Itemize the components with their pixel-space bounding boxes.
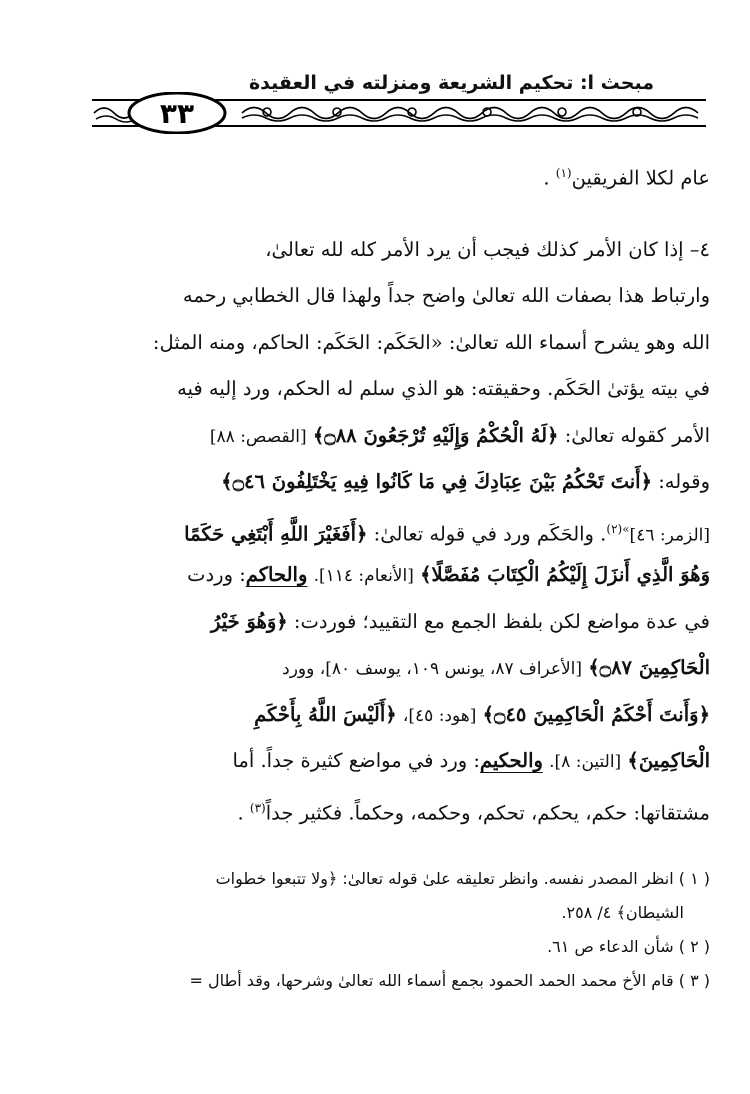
text-line-13: الْحَاكِمِينَ﴾ [التين: ٨]. والحكيم: ورد في مواضع كثيرة جداً. أما: [232, 749, 710, 772]
quran-verse: ﴿وَأَنتَ أَحْكَمُ الْحَاكِمِينَ ۝٤٥﴾: [482, 702, 710, 726]
text-line-11: [100, 645, 710, 692]
page-number: ٣٣: [159, 97, 195, 130]
text-line-12: [100, 692, 710, 739]
footnotes: [80, 862, 710, 998]
footnote-1: ( ١ ) انظر المصدر نفسه. وانظر تعليقه علىٰ قوله تعالىٰ: ﴿ولا تتبعوا خطوات: [215, 869, 710, 888]
verse-reference: [الأنعام: ١١٤].: [313, 566, 414, 586]
main-text: [100, 150, 710, 831]
text-line-4: الله وهو يشرح أسماء الله تعالىٰ: «الحَكَم: الحَكَم: الحاكم، ومنه المثل:: [152, 330, 710, 354]
quran-verse: ﴿أَفَغَيْرَ اللَّهِ أَبْتَغِي حَكَمًا: [184, 522, 368, 545]
quran-verse: ﴿أَلَيْسَ اللَّهُ بِأَحْكَمِ: [254, 702, 397, 726]
quran-verse: ﴿أَنتَ تَحْكُمُ بَيْنَ عِبَادِكَ فِي مَا كَانُوا فِيهِ يَخْتَلِفُونَ ۝٤٦﴾: [221, 470, 653, 493]
text-line-14: مشتقاتها: حكم، يحكم، تحكم، وحكمه، وحكماً. فكثير جداً$^{(٣)}$ .: [237, 800, 710, 824]
ornamental-header-band: [92, 92, 706, 134]
footnote-ref-2: »(٢): [606, 521, 630, 536]
footnote-1-continued: الشيطان﴾ ٤/ ٢٥٨.: [561, 903, 684, 922]
quran-verse: وَهُوَ الَّذِي أَنزَلَ إِلَيْكُمُ الْكِتَابَ مُفَصَّلًا﴾: [420, 563, 710, 586]
verse-reference: [الأعراف ٨٧، يونس ١٠٩، يوسف ٨٠]، وورد: [282, 659, 583, 679]
text-line-8: [الزمر: ٤٦]$^{»(٢)}$. والحَكَم ورد في قوله تعالىٰ: ﴿أَفَغَيْرَ اللَّهِ أَبْتَغِي حَكَمًا: [184, 521, 710, 545]
text-line-3: وارتباط هذا بصفات الله تعالىٰ واضح جداً ولهذا قال الخطابي رحمه: [182, 284, 710, 307]
text-line-5: في بيته يؤتىٰ الحَكَم. وحقيقته: هو الذي سلم له الحكم، ورد إليه فيه: [177, 377, 710, 400]
quran-verse: الْحَاكِمِينَ﴾: [627, 749, 710, 772]
quran-verse: ﴿لَهُ الْحُكْمُ وَإِلَيْهِ تُرْجَعُونَ ۝٨٨﴾: [312, 423, 559, 447]
text-line-2: ٤– إذا كان الأمر كذلك فيجب أن يرد الأمر كله لله تعالىٰ،: [265, 237, 710, 261]
text-line-7: وقوله: ﴿أَنتَ تَحْكُمُ بَيْنَ عِبَادِكَ فِي مَا كَانُوا فِيهِ يَخْتَلِفُونَ ۝٤٦﴾: [221, 470, 710, 493]
verse-reference: [الزمر: ٤٦]: [629, 525, 710, 545]
verse-reference: [القصص: ٨٨]: [209, 426, 307, 447]
footnote-2: ( ٢ ) شأن الدعاء ص ٦١.: [547, 937, 710, 956]
footnote-ref-3: (٣): [249, 800, 266, 815]
footnote-3: ( ٣ ) قام الأخ محمد الحمد الحمود بجمع أسماء الله تعالىٰ وشرحها، وقد أطال =: [189, 971, 710, 990]
footnote-ref-1: (١): [555, 166, 572, 180]
running-title: مبحث ا: تحكيم الشريعة ومنزلته في العقيدة: [248, 72, 654, 94]
quran-verse: ﴿وَهُوَ خَيْرُ: [211, 609, 288, 633]
verse-reference: [التين: ٨].: [549, 752, 622, 772]
quran-verse: الْحَاكِمِينَ ۝٨٧﴾: [588, 656, 710, 679]
text-line-10: في عدة مواضع لكن بلفظ الجمع مع التقييد؛ فوردت: ﴿وَهُوَ خَيْرُ: [211, 609, 710, 633]
verse-reference: [هود: ٤٥]،: [402, 705, 477, 726]
term-al-hakeem: والحكيم: [479, 749, 543, 772]
text-line-1: عام لكلا الفريقين$^{(١)}$ .: [543, 166, 710, 190]
text-line-9: وَهُوَ الَّذِي أَنزَلَ إِلَيْكُمُ الْكِتَابَ مُفَصَّلًا﴾ [الأنعام: ١١٤]. والحاكم: وردت: [187, 563, 710, 586]
text-line-6: الأمر كقوله تعالىٰ: ﴿لَهُ الْحُكْمُ وَإِلَيْهِ تُرْجَعُونَ ۝٨٨﴾ [القصص: ٨٨]: [209, 423, 710, 447]
term-al-hakim: والحاكم: [245, 563, 308, 586]
